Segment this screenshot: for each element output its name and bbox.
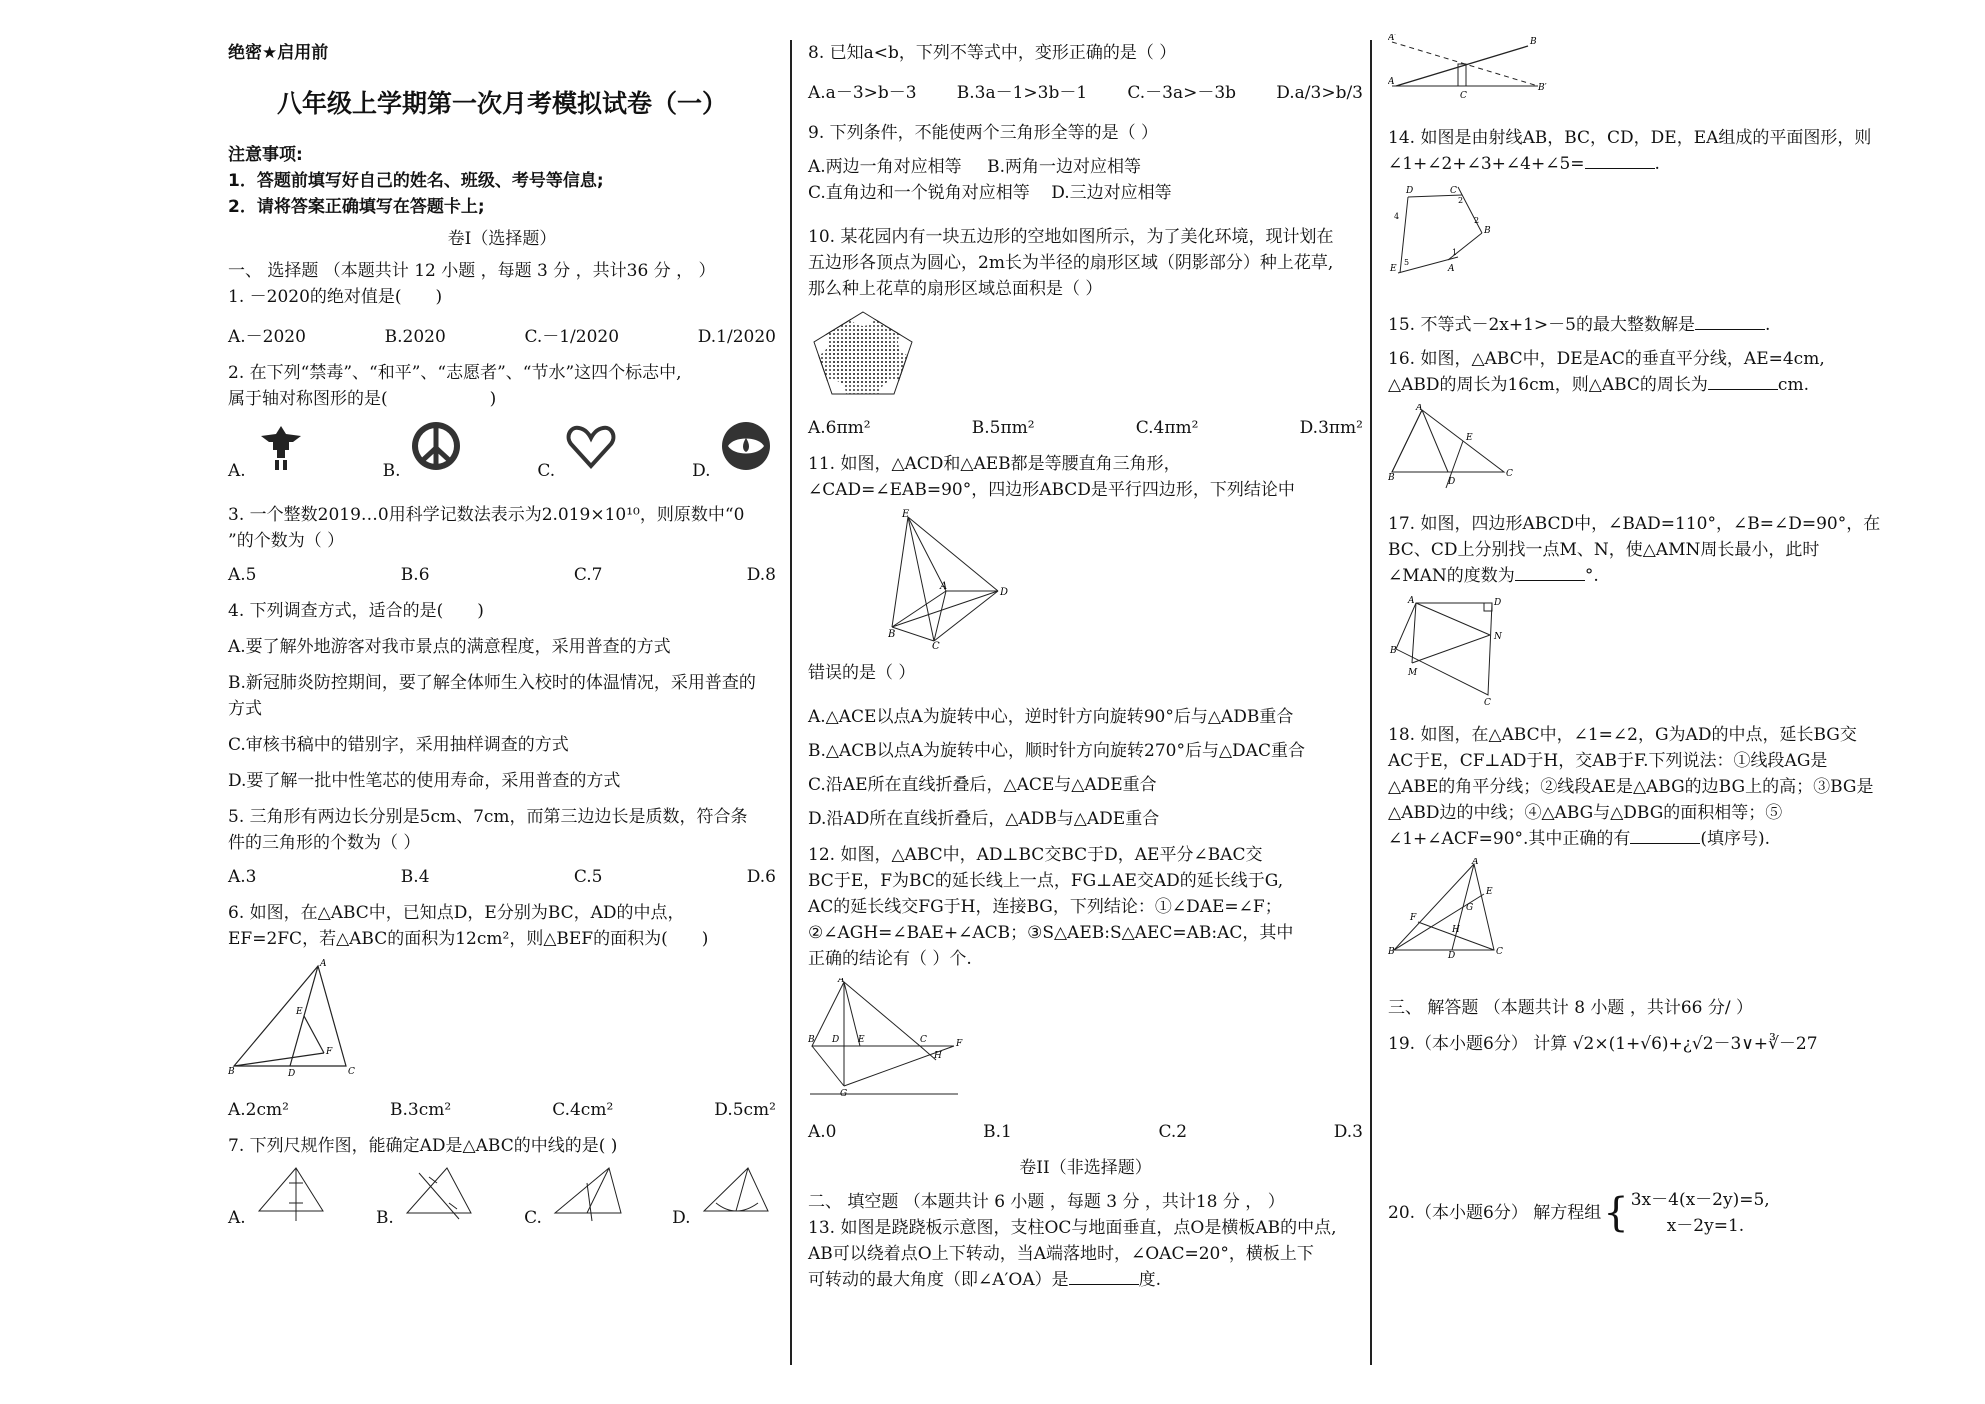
q12-option-b: B.1 [983,1122,1012,1142]
volunteer-heart-logo-icon [561,416,621,476]
note-2: 2．请将答案正确填写在答题卡上; [228,197,485,217]
q10-stem-3: 那么种上花草的扇形区域总面积是（ ） [808,279,1103,299]
q8-option-d: D.a/3>b/3 [1276,83,1363,103]
section-3-heading: 三、 解答题 （本题共计 8 小题 ，共计66 分/ ） [1388,998,1754,1018]
q17-answer-blank[interactable] [1515,564,1585,581]
svg-text:1: 1 [1452,248,1458,257]
svg-text:C: C [1484,698,1491,705]
q9-option-a: A.两边一角对应相等 [808,157,962,177]
q3-stem-1: 3. 一个整数2019…0用科学记数法表示为2.019×10¹⁰，则原数中“0 [228,505,745,525]
part1-label: 卷I（选择题） [447,229,557,249]
svg-text:B: B [888,629,896,640]
svg-text:B: B [1388,947,1395,957]
q18-stem-2: AC于E，CF⊥AD于H，交AB于F.下列说法：①线段AG是 [1388,751,1828,771]
part2-label: 卷II（非选择题） [1019,1158,1152,1178]
q17-stem-3: ∠MAN的度数为 [1388,566,1515,586]
svg-text:A: A [1388,77,1395,87]
svg-text:A: A [838,978,845,985]
q16-stem-2: △ABD的周长为16cm，则△ABC的周长为 [1388,375,1708,395]
q10-option-a: A.6πm² [808,418,871,438]
q14-answer-blank[interactable] [1585,152,1655,169]
q11-stem-1: 11. 如图，△ACD和△AEB都是等腰直角三角形， [808,454,1181,474]
q3-stem-2: ”的个数为（ ） [228,531,345,551]
q12-triangle-figure [808,978,968,1098]
svg-text:F: F [1410,913,1417,923]
q3-option-a: A.5 [228,565,257,585]
q10-option-c: C.4πm² [1135,418,1199,438]
q15-line [1388,312,1943,338]
q4-option-c: C.审核书稿中的错别字，采用抽样调查的方式 [228,735,569,755]
q5-option-a: A.3 [228,867,257,887]
q10-stem-1: 10. 某花园内有一块五边形的空地如图所示，为了美化环境，现计划在 [808,227,1334,247]
q3-option-d: D.8 [746,565,776,585]
q1-option-b: B.2020 [384,327,446,347]
svg-text:G: G [840,1089,848,1098]
svg-text:E: E [1390,264,1397,274]
column-2 [808,40,1363,1293]
q20-stem: 20.（本小题6分） 解方程组 [1388,1203,1602,1223]
svg-text:D: D [288,1069,296,1078]
svg-text:F: F [326,1047,333,1057]
svg-text:E: E [296,1007,303,1017]
svg-text:B′: B′ [1538,83,1547,93]
q13-answer-blank[interactable] [1069,1268,1139,1285]
q5-stem-2: 件的三角形的个数为（ ） [228,833,421,853]
svg-text:B: B [808,1035,815,1045]
svg-text:E: E [1466,433,1473,443]
q15-stem: 15. 不等式－2x+1>－5的最大整数解是 [1388,315,1695,335]
svg-text:E: E [858,1035,865,1045]
q18-stem-1: 18. 如图，在△ABC中，∠1=∠2，G为AD的中点，延长BG交 [1388,725,1857,745]
q10-stem-2: 五边形各顶点为圆心，2m长为半径的扇形区域（阴影部分）种上花草, [808,253,1334,273]
q4-option-a: A.要了解外地游客对我市景点的满意程度，采用普查的方式 [228,637,671,657]
q1-option-c: C.－1/2020 [524,327,620,347]
note-1: 1．答题前填写好自己的姓名、班级、考号等信息; [228,171,604,191]
q6-option-d: D.5cm² [714,1100,776,1120]
svg-text:A: A [1416,404,1423,413]
anti-drug-logo-icon [251,416,311,476]
q17-stem-2: BC、CD上分别找一点M、N，使△AMN周长最小，此时 [1388,540,1820,560]
q13-seesaw-figure [1388,34,1548,104]
column-3 [1388,34,1943,1239]
svg-text:5: 5 [1404,258,1410,267]
q18-triangle-figure [1388,858,1508,958]
q9-option-d: D.三边对应相等 [1051,183,1172,203]
q7-options [228,1163,776,1231]
q12-option-d: D.3 [1333,1122,1363,1142]
q7-option-c: C. [524,1208,542,1228]
q1-option-a: A.－2020 [228,327,306,347]
q12-option-a: A.0 [808,1122,837,1142]
q6-options [228,1097,776,1123]
q8-option-c: C.－3a>－3b [1127,83,1237,103]
svg-text:D: D [1448,477,1456,487]
q3-option-b: B.6 [400,565,430,585]
q9-option-c: C.直角边和一个锐角对应相等 [808,183,1030,203]
svg-text:D: D [832,1035,840,1045]
q7-construction-c-figure [547,1163,627,1223]
svg-text:B: B [1484,226,1491,236]
svg-text:E: E [1486,887,1493,897]
q15-answer-blank[interactable] [1695,313,1765,330]
svg-text:A: A [320,959,327,969]
q18-stem-4: △ABD边的中线；④△ABG与△DBG的面积相等；⑤ [1388,803,1783,823]
svg-text:2: 2 [1458,196,1464,205]
svg-text:N: N [1494,632,1502,642]
svg-text:C: C [920,1035,927,1045]
q9-stem: 9. 下列条件，不能使两个三角形全等的是（ ） [808,123,1159,143]
q12-stem-1: 12. 如图，△ABC中，AD⊥BC交BC于D，AE平分∠BAC交 [808,845,1263,865]
svg-text:H: H [934,1051,942,1061]
svg-text:C: C [1460,91,1467,101]
q2-option-b: B. [382,461,401,481]
q10-pentagon-figure [808,308,918,398]
q7-construction-b-figure [399,1163,479,1223]
q18-tail: (填序号). [1700,829,1771,849]
q10-option-b: B.5πm² [971,418,1035,438]
q17-quadrilateral-figure [1388,595,1508,705]
svg-text:B: B [1530,37,1537,47]
svg-text:A: A [1448,264,1455,274]
svg-text:4: 4 [1394,212,1400,221]
q11-triangles-figure [888,509,1088,649]
section-1-heading: 一、 选择题 （本题共计 12 小题 ，每题 3 分 ，共计36 分 ， ） [228,261,716,281]
svg-text:B: B [228,1067,235,1077]
q4-stem: 4. 下列调查方式，适合的是( ) [228,601,484,621]
q14-stem-2: ∠1+∠2+∠3+∠4+∠5= [1388,154,1585,174]
q11-option-a: A.△ACE以点A为旋转中心，逆时针方向旋转90°后与△ADB重合 [808,707,1294,727]
q18-answer-blank[interactable] [1630,827,1700,844]
q4-option-b-line2: 方式 [228,699,262,719]
q14-stem-1: 14. 如图是由射线AB，BC，CD，DE，EA组成的平面图形，则 [1388,128,1872,148]
q3-options [228,562,776,588]
svg-text:D: D [1494,598,1502,608]
q4-option-d: D.要了解一批中性笔芯的使用寿命，采用普查的方式 [228,771,621,791]
q19-stem: 19.（本小题6分） 计算 [1388,1034,1568,1054]
svg-text:M: M [1408,668,1418,678]
q1-stem: 1. －2020的绝对值是( ) [228,287,443,307]
q5-option-c: C.5 [573,867,603,887]
section-2-heading: 二、 填空题 （本题共计 6 小题 ，每题 3 分 ，共计18 分 ， ） [808,1192,1285,1212]
svg-text:D: D [1448,951,1456,958]
column-divider-left [790,40,792,1365]
svg-text:D: D [1000,587,1009,598]
q11-stem-3: 错误的是（ ） [808,663,916,683]
q4-option-b-line1: B.新冠肺炎防控期间，要了解全体师生入校时的体温情况，采用普查的 [228,673,756,693]
q5-options [228,864,776,890]
q3-option-c: C.7 [573,565,603,585]
svg-text:C: C [932,641,940,649]
q12-stem-5: 正确的结论有（ ）个. [808,949,972,969]
water-saving-logo-icon [716,416,776,476]
q20-equation-1: 3x－4(x－2y)=5, [1630,1190,1770,1210]
q13-stem-3: 可转动的最大角度（即∠A′OA）是 [808,1270,1069,1290]
q6-stem-1: 6. 如图，在△ABC中，已知点D，E分别为BC，AD的中点， [228,903,685,923]
q6-option-b: B.3cm² [389,1100,452,1120]
q1-options [228,324,776,350]
q7-option-a: A. [228,1208,246,1228]
q11-option-c: C.沿AE所在直线折叠后，△ACE与△ADE重合 [808,775,1157,795]
q12-stem-2: BC于E，F为BC的延长线上一点，FG⊥AE交AD的延长线于G, [808,871,1284,891]
q7-stem: 7. 下列尺规作图，能确定AD是△ABC的中线的是( ) [228,1136,618,1156]
q16-triangle-figure [1388,404,1518,494]
q7-construction-d-figure [696,1163,776,1223]
q5-option-d: D.6 [746,867,776,887]
svg-text:E: E [902,509,910,520]
q11-option-d: D.沿AD所在直线折叠后，△ADB与△ADE重合 [808,809,1160,829]
q12-stem-4: ②∠AGH=∠BAE+∠ACB；③S△AEB:S△AEC=AB:AC，其中 [808,923,1294,943]
q8-options [808,80,1363,106]
q10-option-d: D.3πm² [1299,418,1363,438]
notes-label: 注意事项: [228,145,303,165]
q7-option-b: B. [375,1208,394,1228]
q16-stem-1: 16. 如图，△ABC中，DE是AC的垂直平分线，AE=4cm, [1388,349,1825,369]
q2-option-d: D. [692,461,711,481]
q15-tail: . [1764,315,1771,335]
svg-text:H: H [1452,925,1460,935]
q17-tail: °. [1584,566,1599,586]
q6-stem-2: EF=2FC，若△ABC的面积为12cm²，则△BEF的面积为( ) [228,929,709,949]
q2-option-c: C. [537,461,556,481]
q2-stem-2: 属于轴对称图形的是( ) [228,389,497,409]
svg-text:C: C [1506,469,1513,479]
q20-equation-2: x－2y=1. [1666,1216,1745,1236]
q2-stem-1: 2. 在下列“禁毒”、“和平”、“志愿者”、“节水”这四个标志中, [228,363,682,383]
q8-stem: 8. 已知a<b，下列不等式中，变形正确的是（ ） [808,43,1177,63]
q2-options [228,416,776,484]
q13-stem-1: 13. 如图是跷跷板示意图，支柱OC与地面垂直，点O是横板AB的中点, [808,1218,1337,1238]
q9-option-b: B.两角一边对应相等 [987,157,1141,177]
svg-text:A: A [940,581,948,592]
q7-construction-a-figure [251,1163,331,1223]
q16-tail: cm. [1777,375,1809,395]
q18-stem-3: △ABE的角平分线；②线段AE是△ABG的边BG上的高；③BG是 [1388,777,1874,797]
svg-text:2: 2 [1474,216,1480,225]
svg-text:B: B [1388,473,1395,483]
q2-option-a: A. [228,461,246,481]
svg-text:C: C [348,1067,355,1077]
svg-text:C: C [1450,186,1457,196]
q17-stem-1: 17. 如图，四边形ABCD中，∠BAD=110°，∠B=∠D=90°，在 [1388,514,1881,534]
q5-option-b: B.4 [400,867,430,887]
svg-text:F: F [956,1039,963,1049]
q13-tail: 度. [1138,1270,1162,1290]
q19-expression: √2×(1+√6)+¿√2－3∨+∛－27 [1572,1034,1818,1054]
q11-stem-2: ∠CAD=∠EAB=90°，四边形ABCD是平行四边形，下列结论中 [808,480,1295,500]
column-divider-right [1370,40,1372,1365]
q16-answer-blank[interactable] [1708,373,1778,390]
q6-option-c: C.4cm² [552,1100,614,1120]
q14-tail: . [1654,154,1660,174]
q18-stem-5: ∠1+∠ACF=90°.其中正确的有 [1388,829,1631,849]
svg-text:B: B [1390,646,1397,656]
q20-brace: { [1603,1190,1629,1236]
q8-option-b: B.3a－1>3b－1 [956,83,1088,103]
q7-option-d: D. [672,1208,691,1228]
svg-text:D: D [1406,186,1414,196]
q11-option-b: B.△ACB以点A为旋转中心，顺时针方向旋转270°后与△DAC重合 [808,741,1305,761]
q14-pentagon-figure [1388,183,1498,283]
q6-triangle-figure [228,958,358,1078]
svg-text:A: A [1472,858,1479,867]
page-title: 八年级上学期第一次月考模拟试卷（一） [276,89,727,118]
svg-text:A: A [1408,596,1415,606]
q10-options [808,415,1363,441]
column-1 [228,40,776,1231]
q6-option-a: A.2cm² [228,1100,289,1120]
q1-option-d: D.1/2020 [697,327,776,347]
peace-logo-icon [406,416,466,476]
q8-option-a: A.a－3>b－3 [808,83,917,103]
q12-stem-3: AC的延长线交FG于H，连接BG，下列结论：①∠DAE=∠F； [808,897,1282,917]
q13-stem-2: AB可以绕着点O上下转动，当A端落地时，∠OAC=20°，横板上下 [808,1244,1314,1264]
q12-option-c: C.2 [1158,1122,1188,1142]
svg-text:C: C [1496,947,1503,957]
q12-options [808,1119,1363,1145]
q5-stem-1: 5. 三角形有两边长分别是5cm、7cm，而第三边边长是质数，符合条 [228,807,748,827]
svg-text:A′: A′ [1388,34,1397,43]
secret-label: 绝密★启用前 [228,43,329,63]
svg-text:G: G [1466,903,1474,913]
